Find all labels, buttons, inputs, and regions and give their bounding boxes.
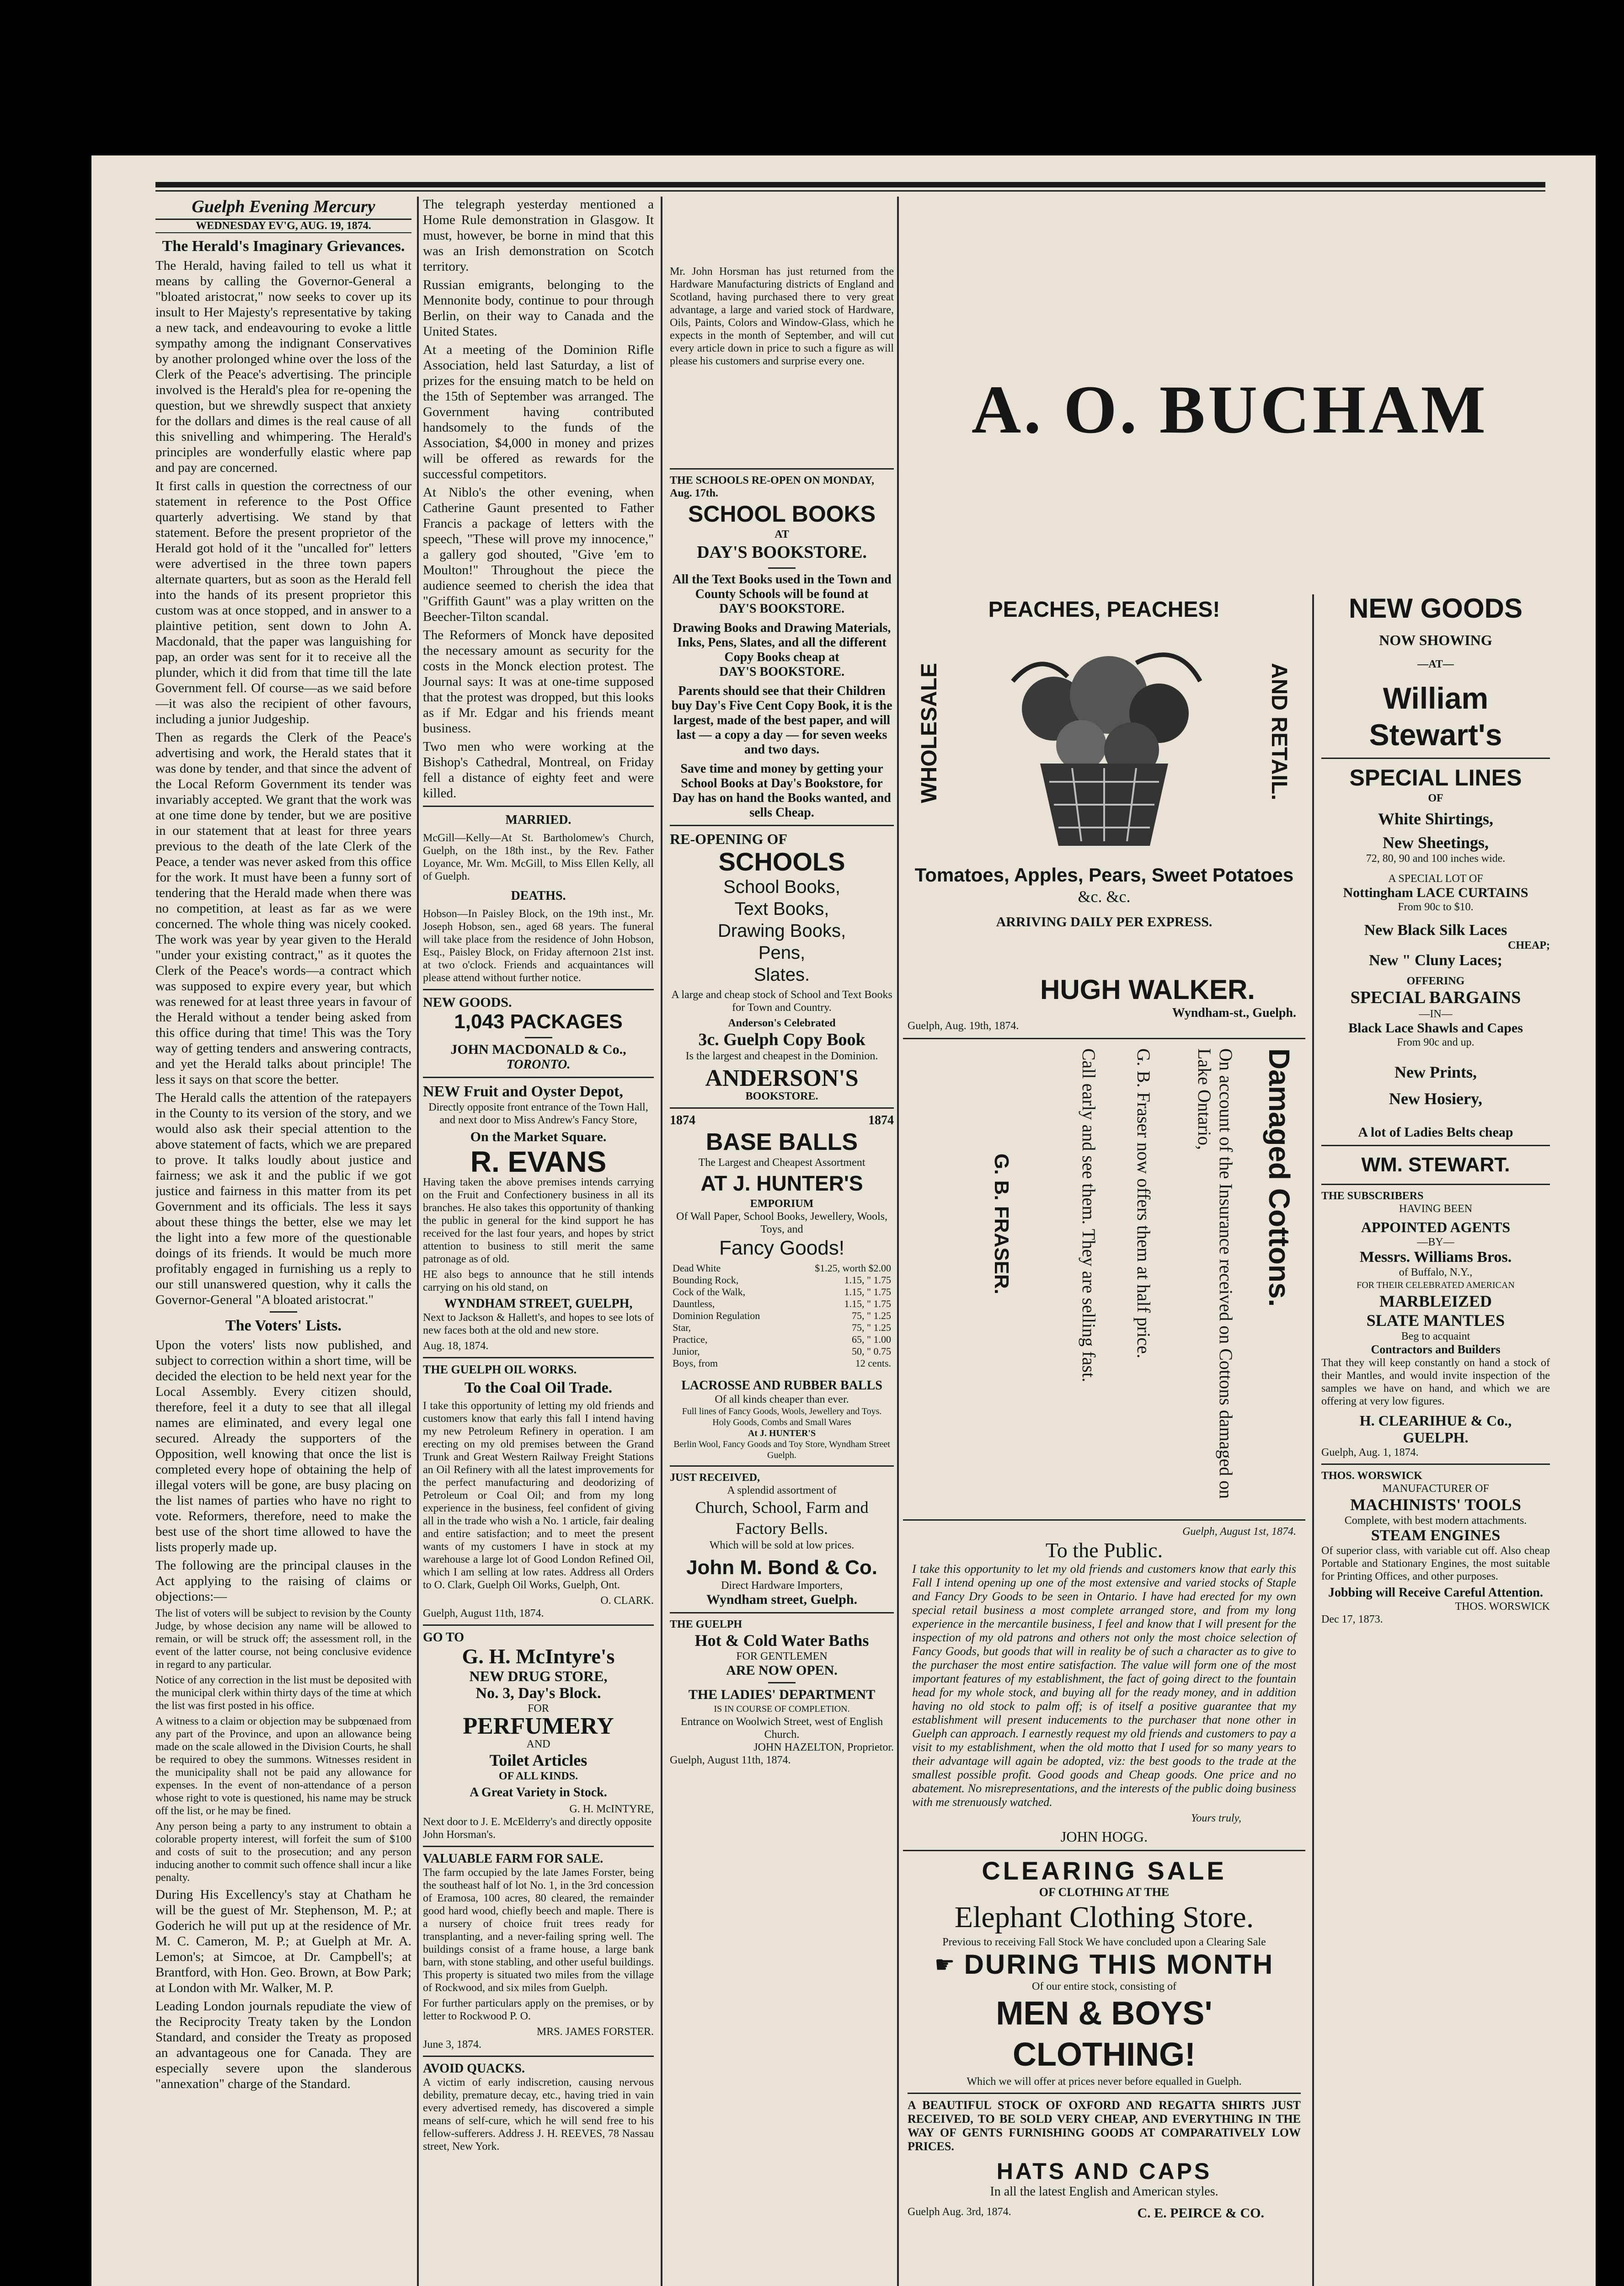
price-value: 12 cents. <box>855 1357 891 1369</box>
ad-text: New Hosiery, <box>1389 1090 1482 1108</box>
ad-headline: MARBLEIZED <box>1379 1292 1492 1310</box>
ad-text: Parents should see that their Children buy Day's Five Cent Copy Book, it is the largest, made of the best paper, and will last — a copy a day — for seven weeks and two days. <box>671 684 892 757</box>
ad-text: In all the latest English and American styles. <box>990 2185 1218 2199</box>
masthead: Guelph Evening Mercury <box>155 197 411 220</box>
divider <box>670 1612 894 1613</box>
ad-text: Contractors and Builders <box>1371 1343 1501 1356</box>
divider <box>270 1311 297 1313</box>
ad-text: Of Wall Paper, School Books, Jewellery, Wools, Toys, and <box>676 1211 887 1235</box>
ad-text: Which will be sold at low prices. <box>709 1539 855 1551</box>
dateline: WEDNESDAY EV'G, AUG. 19, 1874. <box>155 220 411 233</box>
ad-headline: 3c. Guelph Copy Book <box>698 1030 865 1049</box>
ad-headline: ANDERSON'S <box>705 1065 859 1091</box>
price-item: Dominion Regulation <box>673 1310 760 1321</box>
ad-text: Having taken the above premises intends carrying on the Fruit and Confectionery business in all its branches. He also takes this opportunity of thanking the public in general for the kind support he has received for the last four years, and hopes by strict attention to business to still merit the same patronage as of old. <box>423 1176 654 1265</box>
hogg-ad <box>903 1525 1305 1845</box>
divider <box>670 1465 894 1467</box>
price-row <box>673 1346 891 1357</box>
ad-headline: G. H. McIntyre's <box>462 1645 615 1668</box>
ad-headline: HATS AND CAPS <box>996 2158 1212 2184</box>
ad-text: AND <box>526 1738 550 1750</box>
paragraph: During His Excellency's stay at Chatham he will be the guest of Mr. Stephenson, M. P.; at Goderich he will put up at the residence of Mr. M. C. Cameron, M. P.; at Guelph at Mr. A. Lemon's; at Simcoe, at Dr. Campbell's; at Brantford, with Hon. Geo. Brown, at Bow Park; at London with Mr. Walker, M. P. <box>155 1887 411 1995</box>
ad-text: TORONTO. <box>506 1058 571 1072</box>
paragraph: Upon the voters' lists now published, and subject to correction within a short time, will be decided the election to be held next year for the Local Assembly. Every citizen should, therefore, feel it a duty to see that all illegal names are eliminated, and every legal one secured. Already the supporters of the Opposition, well knowing that once the list is completed every hope of obtaining the help of illegal voters will be gone, are busy placing on the list names of parties who have no right to vote. Reformers, therefore, need to make the best use of the short time allowed to have the lists properly made up. <box>155 1338 411 1554</box>
ad-text: OF ALL KINDS. <box>498 1770 578 1782</box>
ad-text: CHEAP; <box>1508 940 1550 951</box>
ad-text: OF CLOTHING AT THE <box>1039 1885 1170 1899</box>
ad-signature: JOHN HAZELTON, Proprietor. <box>753 1741 894 1753</box>
ad-text: The farm occupied by the late James Forster, being the southeast half of lot No. 1, in the 3rd concession of Eramosa, 100 acres, 80 cleared, the remainder good hard wood, chiefly beech and maple. There is a nursery of choice fruit trees ready for transplanting, and a never-failing spring well. The buildings consist of a frame house, a large bank barn, with stone stabling, and other useful buildings. This property is situated two miles from the village of Rockwood, and six miles from Guelph. <box>423 1867 654 1994</box>
divider <box>768 567 796 569</box>
ad-signature: JOHN HOGG. <box>1060 1828 1148 1845</box>
price-item: Cock of the Walk, <box>673 1286 746 1298</box>
ad-text: No. 3, Day's Block. <box>475 1685 601 1702</box>
ad-headline: HUGH WALKER. <box>1040 974 1255 1005</box>
ad-text: Entrance on Woolwich Street, west of English Church. <box>680 1716 883 1741</box>
divider <box>423 1624 654 1626</box>
peaches-ad <box>903 594 1305 974</box>
price-value: 75, " 1.25 <box>852 1310 891 1321</box>
divider <box>525 1037 552 1038</box>
ad-headline: WM. STEWART. <box>1361 1154 1510 1176</box>
ad-headline: H. CLEARIHUE & Co., <box>1359 1412 1512 1429</box>
ad-signature: O. CLARK. <box>600 1595 654 1607</box>
ad-text: ARE NOW OPEN. <box>726 1663 838 1678</box>
ad-date: Guelph, August 11th, 1874. <box>423 1608 544 1619</box>
price-row <box>673 1286 891 1298</box>
ad-text: Wyndham-st., Guelph. <box>1172 1006 1296 1020</box>
ad-text: Yours truly, <box>1191 1812 1241 1824</box>
divider <box>670 825 894 826</box>
ad-text: A SPECIAL LOT OF <box>1388 873 1483 885</box>
ad-text: G. B. Fraser now offers them at half price. <box>1133 1048 1154 1358</box>
ad-date: Guelph, August 1st, 1874. <box>1182 1526 1296 1538</box>
paragraph: A witness to a claim or objection may be subpœnaed from any part of the Province, and upon an allowance being made on the scale allowed in the Division Courts, he shall be required to obey the summons. Witnesses resident in the municipality shall not be paid any allowance for expenses. In the event of non-attendance of a person whose right to vote is questioned, his name may be struck off the list, or he may be fined. <box>155 1715 411 1817</box>
divider <box>1321 1184 1550 1185</box>
ad-text: Nottingham LACE CURTAINS <box>1343 885 1528 900</box>
divider <box>670 468 894 470</box>
ad-text: 72, 80, 90 and 100 inches wide. <box>1366 853 1506 865</box>
ad-headline: Fancy Goods! <box>719 1237 844 1259</box>
divider <box>1321 758 1550 759</box>
price-value: $1.25, worth $2.00 <box>815 1262 891 1274</box>
price-item: Dauntless, <box>673 1298 715 1309</box>
ad-text: DAY'S BOOKSTORE. <box>719 602 844 616</box>
ad-headline: William Stewart's <box>1369 681 1502 752</box>
paragraph: Russian emigrants, belonging to the Mennonite body, continue to pour through Berlin, on their way to Canada and the United States. <box>423 278 654 339</box>
ad-date: June 3, 1874. <box>423 2039 481 2051</box>
ad-headline: SCHOOLS <box>718 847 845 876</box>
price-row <box>673 1322 891 1334</box>
fruit-basket-icon <box>985 631 1223 860</box>
ad-heading: AVOID QUACKS. <box>423 2062 525 2076</box>
ad-headline: SCHOOL BOOKS <box>688 501 876 527</box>
ad-text: OF <box>1428 792 1443 804</box>
divider <box>908 2093 1301 2094</box>
notice-text: McGill—Kelly—At St. Bartholomew's Church, Guelph, on the 18th inst., by the Rev. Father Loyance, Mr. Wm. McGill, to Miss Ellen Kelly, all of Guelph. <box>423 832 654 882</box>
year-label: 1874 <box>868 1113 894 1127</box>
ad-text: A lot of Ladies Belts cheap <box>1358 1125 1513 1140</box>
ad-text: New " Cluny Laces; <box>1369 952 1502 969</box>
ad-text: HAVING BEEN <box>1399 1203 1473 1215</box>
ad-text: For further particulars apply on the premises, or by letter to Rockwood P. O. <box>423 1998 654 2022</box>
bucham-headline: A. O. BUCHAM <box>971 372 1489 448</box>
ad-date: Aug. 18, 1874. <box>423 1340 489 1352</box>
paragraph: Two men who were working at the Bishop's Cathedral, Montreal, on Friday fell a distance of eighty feet and were killed. <box>423 739 654 801</box>
price-value: 1.15, " 1.75 <box>844 1298 891 1309</box>
ad-text: THE LADIES' DEPARTMENT <box>688 1687 876 1702</box>
ad-text: Directly opposite front entrance of the Town Hall, and next door to Miss Andrew's Fancy Store, <box>428 1101 648 1126</box>
ad-text: New Prints, <box>1394 1063 1477 1081</box>
ad-text: NOW SHOWING <box>1379 632 1492 648</box>
paragraph: At a meeting of the Dominion Rifle Association, held last Saturday, a list of prizes for the ensuing match to be held on the 15th of September was arranged. The Government having contributed handsomely to the funds of the Association, $4,000 in money and prizes will be offered as rewards for the successful competitors. <box>423 342 654 481</box>
ad-headline: NEW GOODS <box>1348 594 1522 624</box>
ad-text: That they will keep constantly on hand a stock of their Mantles, and would invite inspection of the samples we have on hand, and which we are offering at very low figures. <box>1321 1357 1550 1407</box>
ad-text: of Buffalo, N.Y., <box>1399 1266 1473 1278</box>
ad-text: EMPORIUM <box>750 1198 814 1210</box>
top-rule-thin <box>155 190 1545 192</box>
ad-list-item: Pens, <box>758 943 806 963</box>
ad-text: Tomatoes, Apples, Pears, Sweet Potatoes <box>914 864 1294 886</box>
ad-text: From 90c to $10. <box>1398 901 1474 913</box>
notice-heading: DEATHS. <box>511 889 566 903</box>
ad-text: Direct Hardware Importers, <box>721 1580 843 1592</box>
price-row <box>673 1357 891 1369</box>
ad-text: Next to Jackson & Hallett's, and hopes to see lots of new faces both at the old and new store. <box>423 1312 654 1336</box>
price-value: 1.15, " 1.75 <box>844 1274 891 1286</box>
divider <box>423 989 654 990</box>
ad-text: Beg to acquaint <box>1401 1330 1470 1342</box>
ad-headline: SPECIAL LINES <box>1349 765 1522 790</box>
ad-headline: Church, School, Farm and Factory Bells. <box>695 1498 869 1538</box>
price-item: Star, <box>673 1322 691 1333</box>
price-value: 75, " 1.25 <box>852 1322 891 1333</box>
ad-headline: MEN & BOYS' CLOTHING! <box>996 1995 1213 2073</box>
ad-text: A BEAUTIFUL STOCK OF OXFORD AND REGATTA SHIRTS JUST RECEIVED, TO BE SOLD VERY CHEAP, AND EVERYTHING IN THE WAY OF GENTS FURNISHING GOODS AT COMPARATIVELY LOW PRICES. <box>908 2099 1301 2153</box>
paragraph: The telegraph yesterday mentioned a Home Rule demonstration in Glasgow. It must, however, be borne in mind that this was an Irish demonstration on Scotch territory. <box>423 197 654 274</box>
newspaper-page <box>91 155 1596 2286</box>
ad-text: Complete, with best modern attachments. <box>1344 1515 1527 1527</box>
year-label: 1874 <box>670 1113 695 1127</box>
ad-date: Dec 17, 1873. <box>1321 1613 1383 1625</box>
ad-signature: G. H. McINTYRE, <box>569 1803 654 1815</box>
price-item: Practice, <box>673 1334 708 1345</box>
price-value: 1.15, " 1.75 <box>844 1286 891 1298</box>
ad-text: DAY'S BOOKSTORE. <box>719 665 844 679</box>
ad-text: A large and cheap stock of School and Text Books for Town and Country. <box>671 989 892 1014</box>
paragraph: The Herald calls the attention of the ratepayers in the County to its version of the story, and we would also ask their special attention to the above statement of facts, which we are prepared to prove. It talks loudly about justice and fairness; we ask it and the public if we got justice and fairness in this matter from its pet Government and its officials. The less it says about these things the better, else we may let the light into a few more of the questionable doings of its friends. It would be much more profitably engaged in furnishing us a reply to our still unanswered question, why it calls the Governor-General "A bloated aristocrat." <box>155 1090 411 1307</box>
ad-text: —IN— <box>1419 1008 1453 1020</box>
ad-headline: MACHINISTS' TOOLS <box>1350 1496 1521 1514</box>
ad-headline: CLEARING SALE <box>982 1856 1227 1885</box>
ad-text: WYNDHAM STREET, GUELPH, <box>444 1297 633 1311</box>
ad-text: All the Text Books used in the Town and County Schools will be found at <box>672 572 892 601</box>
ad-text: THE SCHOOLS RE-OPEN ON MONDAY, Aug. 17th. <box>670 475 874 499</box>
ad-text: IS IN COURSE OF COMPLETION. <box>714 1704 850 1714</box>
divider <box>768 1682 796 1683</box>
ad-headline: To the Public. <box>1045 1538 1163 1562</box>
ad-text: NEW DRUG STORE, <box>469 1668 608 1684</box>
damaged-cottons-ad <box>903 1044 1305 1515</box>
ad-headline: BASE BALLS <box>705 1129 858 1155</box>
ad-text: THE SUBSCRIBERS <box>1321 1190 1424 1202</box>
ad-headline: PEACHES, PEACHES! <box>988 598 1220 622</box>
divider <box>670 1107 894 1109</box>
price-table <box>673 1262 891 1369</box>
ad-headline: Hot & Cold Water Baths <box>694 1631 869 1650</box>
ad-text: —BY— <box>1417 1236 1454 1248</box>
paragraph: At Niblo's the other evening, when Catherine Gaunt presented to Father Francis a package of letters with the speech, "These will prove my innocence," a gallery god shouted, "Give 'em to Moulton!" Throughout the piece the audience seemed to cherish the idea that "Griffith Gaunt" was a play written on the Beecher-Tilton scandal. <box>423 485 654 624</box>
column-1 <box>155 197 411 2094</box>
divider <box>1321 1463 1550 1465</box>
column-4 <box>903 594 1305 2286</box>
price-value: 65, " 1.00 <box>852 1334 891 1345</box>
ad-text: Next door to J. E. McElderry's and directly opposite John Horsman's. <box>423 1816 652 1841</box>
ad-text: White Shirtings, <box>1378 810 1494 828</box>
ad-headline: AT J. HUNTER'S <box>700 1171 863 1195</box>
ad-heading: VALUABLE FARM FOR SALE. <box>423 1852 604 1866</box>
ad-text: THE GUELPH <box>670 1618 743 1630</box>
ad-text: The Largest and Cheapest Assortment <box>698 1157 865 1169</box>
ad-date: Guelph Aug. 3rd, 1874. <box>908 2206 1011 2218</box>
ad-text: Anderson's Celebrated <box>728 1017 836 1029</box>
divider <box>423 806 654 807</box>
divider <box>423 1846 654 1847</box>
ad-text: Drawing Books and Drawing Materials, Inks, Pens, Slates, and all the different Copy Books cheap at <box>673 621 891 664</box>
ad-signature: G. B. FRASER. <box>990 1154 1013 1295</box>
price-item: Junior, <box>673 1346 700 1357</box>
ad-text: Of all kinds cheaper than ever. <box>715 1394 849 1405</box>
paragraph: The list of voters will be subject to revision by the County Judge, by whose decision any name will be allowed to remain, or will be struck off; the assessment roll, in the event of the latter course, not being conclusive evidence in regard to any particular. <box>155 1608 411 1671</box>
ad-headline: 1,043 PACKAGES <box>454 1010 623 1033</box>
ad-text: BOOKSTORE. <box>745 1090 818 1102</box>
ad-text: I take this opportunity to let my old friends and customers know that early this Fall I intend opening up one of the most extensive and varied stocks of Staple and Fancy Dry Goods to be seen in Ontario. I have had erected for my own special retail business a most complete arranged store, and from my long experience in the mercantile business, I feel and know that I will present for the inspection of my old patrons and others not only the most choice selection of Fancy Goods, but goods that will in reality be of such a character as to give to the purchaser the most entire satisfaction. The value will form one of the most important features of my establishment, the fact of going direct to the fountain head for my whole stock, and buying all for the ready money, and in addition having no old stock to palm off; is of itself a positive guarantee that my establishment will present inducements to the purchaser that none other in Guelph can approach. I earnestly request my old friends and customers to pay a visit to my establishment, when the old motto that I used for so many years to their advantage will again be adopted, viz: the best goods to the trade at the smallest possible profit. Good goods and Cheap goods. One price and no abatement. No misrepresentations, and the interests of the public doing business with me strenuously watched. <box>912 1562 1296 1809</box>
ad-headline: Damaged Cottons. <box>1263 1048 1296 1307</box>
notice-text: Hobson—In Paisley Block, on the 19th inst., Mr. Joseph Hobson, sen., aged 68 years. The funeral will take place from the residence of John Hobson, Esq., Paisley Block, on Friday afternoon 21st inst. at two o'clock. Friends and acquaintances will please attend without further notice. <box>423 908 654 984</box>
ad-headline: GUELPH. <box>1403 1429 1469 1446</box>
column-3 <box>670 197 894 1767</box>
ad-text: At J. HUNTER'S <box>748 1428 816 1438</box>
article-heading: The Herald's Imaginary Grievances. <box>162 238 405 255</box>
ad-headline: LACROSSE AND RUBBER BALLS <box>681 1378 882 1393</box>
pointing-hand-icon: ☛ <box>934 1951 955 1977</box>
divider <box>423 1357 654 1358</box>
ad-text: FOR THEIR CELEBRATED AMERICAN <box>1357 1280 1515 1290</box>
ad-text: Is the largest and cheapest in the Dominion. <box>685 1050 878 1062</box>
ad-text: Call early and see them. They are selling fast. <box>1079 1048 1099 1383</box>
ad-text: Save time and money by getting your School Books at Day's Bookstore, for Day has on hand the Books wanted, and sells Cheap. <box>673 762 891 820</box>
paragraph: Any person being a party to any instrument to obtain a colorable property interest, will forfeit the sum of $100 and costs of suit to the prosecution; and any person inducing another to commit such offence shall incur a like penalty. <box>155 1821 411 1884</box>
ad-headline: STEAM ENGINES <box>1371 1527 1501 1544</box>
price-item: Bounding Rock, <box>673 1274 739 1286</box>
ad-text: Wyndham street, Guelph. <box>706 1592 858 1607</box>
ad-text: &c. &c. <box>1078 887 1131 906</box>
ad-text: Berlin Wool, Fancy Goods and Toy Store, Wyndham Street Guelph. <box>673 1439 890 1460</box>
ad-text: FOR GENTLEMEN <box>736 1650 828 1662</box>
ad-text: Of our entire stock, consisting of <box>1032 1981 1176 1992</box>
paragraph: Leading London journals repudiate the view of the Reciprocity Treaty taken by the London Standard, and consider the Treaty as proposed an advantageous one for Canada. They are especially severe upon the slanderous "annexation" charge of the Standard. <box>155 1999 411 2091</box>
ad-text: THOS. WORSWICK <box>1321 1470 1422 1482</box>
ad-text: On account of the Insurance received on Cottons damaged on Lake Ontario, <box>1194 1048 1236 1499</box>
price-row <box>673 1274 891 1286</box>
ad-text: A victim of early indiscretion, causing nervous debility, premature decay, etc., having tried in vain every advertised remedy, has discovered a simple means of self-cure, which he will send free to his fellow-sufferers. Address J. H. REEVES, 78 Nassau street, New York. <box>423 2077 654 2152</box>
column-5 <box>1321 594 1550 2286</box>
ad-text: GO TO <box>423 1630 465 1645</box>
divider <box>423 1077 654 1078</box>
ad-headline: SLATE MANTLES <box>1366 1311 1505 1330</box>
paragraph: Notice of any correction in the list must be deposited with the municipal clerk within thirty days of the time at which the list was first posted in his office. <box>155 1674 411 1712</box>
column-rule <box>661 197 662 2286</box>
divider <box>903 1038 1305 1039</box>
ad-text: Of superior class, with variable cut off. Also cheap Portable and Stationary Engines, the most suitable for Printing Offices, and other purposes. <box>1321 1545 1550 1582</box>
ad-side-label: WHOLESALE <box>917 663 941 803</box>
ad-text: From 90c and up. <box>1397 1036 1474 1048</box>
ad-headline: SPECIAL BARGAINS <box>1350 988 1521 1007</box>
ad-headline: DAY'S BOOKSTORE. <box>697 543 867 562</box>
ad-headline: To the Coal Oil Trade. <box>464 1379 613 1396</box>
ad-text: RE-OPENING OF <box>670 831 787 847</box>
price-row <box>673 1310 891 1322</box>
ad-text: Which we will offer at prices never before equalled in Guelph. <box>967 2076 1242 2088</box>
price-value: 50, " 0.75 <box>852 1346 891 1357</box>
ad-signature: C. E. PEIRCE & CO. <box>1137 2206 1264 2221</box>
column-rule <box>417 197 419 2286</box>
ad-text: APPOINTED AGENTS <box>1361 1219 1511 1235</box>
ad-headline: John M. Bond & Co. <box>686 1556 877 1579</box>
ad-text: Black Lace Shawls and Capes <box>1348 1020 1523 1036</box>
ad-headline: DURING THIS MONTH <box>964 1949 1274 1980</box>
ad-text: A splendid assortment of <box>727 1485 837 1496</box>
ad-text: Full lines of Fancy Goods, Wools, Jewellery and Toys. <box>682 1406 882 1416</box>
column-rule <box>897 197 899 2286</box>
ad-text: MANUFACTURER OF <box>1382 1483 1489 1495</box>
ad-text: A Great Variety in Stock. <box>470 1785 607 1800</box>
article-heading: The Voters' Lists. <box>225 1317 342 1334</box>
column-2 <box>423 197 654 2156</box>
ad-text: Messrs. Williams Bros. <box>1359 1249 1512 1266</box>
paragraph: Then as regards the Clerk of the Peace's advertising and work, the Herald states that it was done by tender, and that since the advent of the Local Reform Government its tender was invariably accepted. We grant that the work was at one time done by tender, but we are positive in our statement that at least for three years previous to the death of the late Clerk of the Peace, a tender was never asked from this office for the work. It must have been a funny sort of tendering that the Herald made when there was no competition, at least as far as we were concerned. The whole thing was nicely cooked. The work was year by year given to the Herald "under your existing contract," as it quotes the Clerk of the Peace's words—a contract which was supposed to expire every year, but which was renewed for at least three years in favour of the Herald without a tender being asked from this office during that time! This was the Tory way of getting tenders and answering contracts, and yet the Herald talks about principle! The less it says on that score the better. <box>155 730 411 1087</box>
ad-text: Previous to receiving Fall Stock We have concluded upon a Clearing Sale <box>942 1936 1266 1948</box>
ad-text: Jobbing will Receive Careful Attention. <box>1328 1586 1543 1600</box>
ad-list-item: Text Books, <box>734 899 829 919</box>
ad-date: Guelph, Aug. 1, 1874. <box>1321 1447 1419 1458</box>
top-rule <box>155 182 1545 187</box>
ad-list-item: Drawing Books, <box>717 921 846 941</box>
ad-heading: NEW GOODS. <box>423 995 512 1010</box>
hugh-walker-ad <box>903 974 1305 1033</box>
paragraph: Mr. John Horsman has just returned from the Hardware Manufacturing districts of England and Scotland, having purchased there to very great advantage, a large and varied stock of Hardware, Oils, Paints, Colors and Window-Glass, which he expects in the month of September, and will cut every article down in price to such a figure as will please his customers and surprise every one. <box>670 266 894 367</box>
ad-text: —AT— <box>1417 658 1454 670</box>
ad-text: Toilet Articles <box>489 1751 588 1769</box>
ad-text: New Sheetings, <box>1383 833 1489 852</box>
ad-side-label: AND RETAIL. <box>1267 663 1291 801</box>
ad-headline: Elephant Clothing Store. <box>954 1901 1254 1934</box>
ad-headline: R. EVANS <box>470 1145 607 1178</box>
ad-date: Guelph, Aug. 19th, 1874. <box>908 1020 1019 1032</box>
ad-text: OFFERING <box>1406 975 1465 987</box>
ad-text: Holy Goods, Combs and Small Wares <box>712 1417 851 1427</box>
price-item: Dead White <box>673 1262 721 1274</box>
paragraph: The following are the principal clauses in the Act applying to the raising of claims or objections:— <box>155 1558 411 1604</box>
price-row <box>673 1334 891 1346</box>
divider <box>903 1519 1305 1521</box>
paragraph: The Reformers of Monck have deposited the necessary amount as security for the costs in the Monck election protest. The Journal says: It was at one-time supposed that the protest was dropped, but this looks as if Mr. Edgar and his friends meant business. <box>423 628 654 736</box>
notice-heading: MARRIED. <box>505 813 572 827</box>
ad-text: AT <box>775 529 789 540</box>
price-row <box>673 1298 891 1310</box>
ad-text: FOR <box>528 1703 549 1714</box>
ad-text: On the Market Square. <box>470 1129 607 1144</box>
ad-list-item: School Books, <box>723 877 840 897</box>
divider <box>903 1850 1305 1851</box>
ad-text: New Black Silk Laces <box>1364 922 1507 939</box>
ad-headline: PERFUMERY <box>463 1713 614 1739</box>
ad-text: HE also begs to announce that he still intends carrying on his old stand, on <box>423 1269 654 1293</box>
ad-date: Guelph, August 11th, 1874. <box>670 1754 791 1766</box>
divider <box>423 2056 654 2057</box>
paragraph: The Herald, having failed to tell us what it means by calling the Governor-General a "bloated aristocrat," now seeks to cover up its insult to Her Majesty's representative by taking a new tack, and endeavouring to evoke a little sympathy among the indignant Conservatives by another prolonged whine over the loss of the Clerk of the Peace's advertising. The principle involved is the Herald's plea for re-opening the question, but we shrewdly suspect that anxiety for the dollars and dimes is the real cause of all this snivelling and whimpering. The Herald's principles are wonderfully elastic where pap and pay are concerned. <box>155 258 411 475</box>
ad-text: ARRIVING DAILY PER EXPRESS. <box>996 914 1213 929</box>
paragraph: It first calls in question the correctness of our statement in reference to the Post Office quarterly advertising. We stand by that statement. Before the present proprietor of the Herald got hold of it the "uncalled for" letters were advertised in the three town papers alternate quarters, but as soon as the Herald fell into the hands of its present proprietor this custom was at once stopped, and in answer to a plaintive petition, sent down to John A. Macdonald, that the paper was languishing for pap, an order was sent for it to receive all the plunder, which it did from that time till the late Government fell. Of course—as we said before—it was also the recipient of other favours, including a junior Judgeship. <box>155 479 411 726</box>
price-row <box>673 1262 891 1274</box>
ad-signature: MRS. JAMES FORSTER. <box>536 2026 654 2038</box>
ad-heading: THE GUELPH OIL WORKS. <box>423 1363 577 1376</box>
ad-headline: NEW Fruit and Oyster Depot, <box>423 1083 623 1100</box>
ad-text: JUST RECEIVED, <box>670 1472 760 1484</box>
ad-signature: THOS. WORSWICK <box>1455 1601 1550 1613</box>
divider <box>1321 1145 1550 1146</box>
elephant-clothing-ad <box>903 1856 1305 2221</box>
price-item: Boys, from <box>673 1357 718 1369</box>
ad-list-item: Slates. <box>753 965 810 985</box>
ad-text: JOHN MACDONALD & Co., <box>450 1042 626 1057</box>
column-rule <box>1312 594 1314 2286</box>
ad-text: I take this opportunity of letting my old friends and customers know that early this fall I intend having my new Petroleum Refinery in operation. I am erecting on my old premises between the Grand Trunk and Great Western Railway Freight Stations an Oil Refinery with all the latest improvements for the perfect manufacturing and deodorizing of Petroleum or Coal Oil; and from my long experience in the business, feel confident of giving all in the trade who wish a No. 1 article, fair dealing and entire satisfaction; and to meet the present wants of my customers I have in stock at my warehouse a large lot of Good London Refined Oil, which I am selling at low rates. Address all Orders to O. Clark, Guelph Oil Works, Guelph, Ont. <box>423 1400 654 1591</box>
